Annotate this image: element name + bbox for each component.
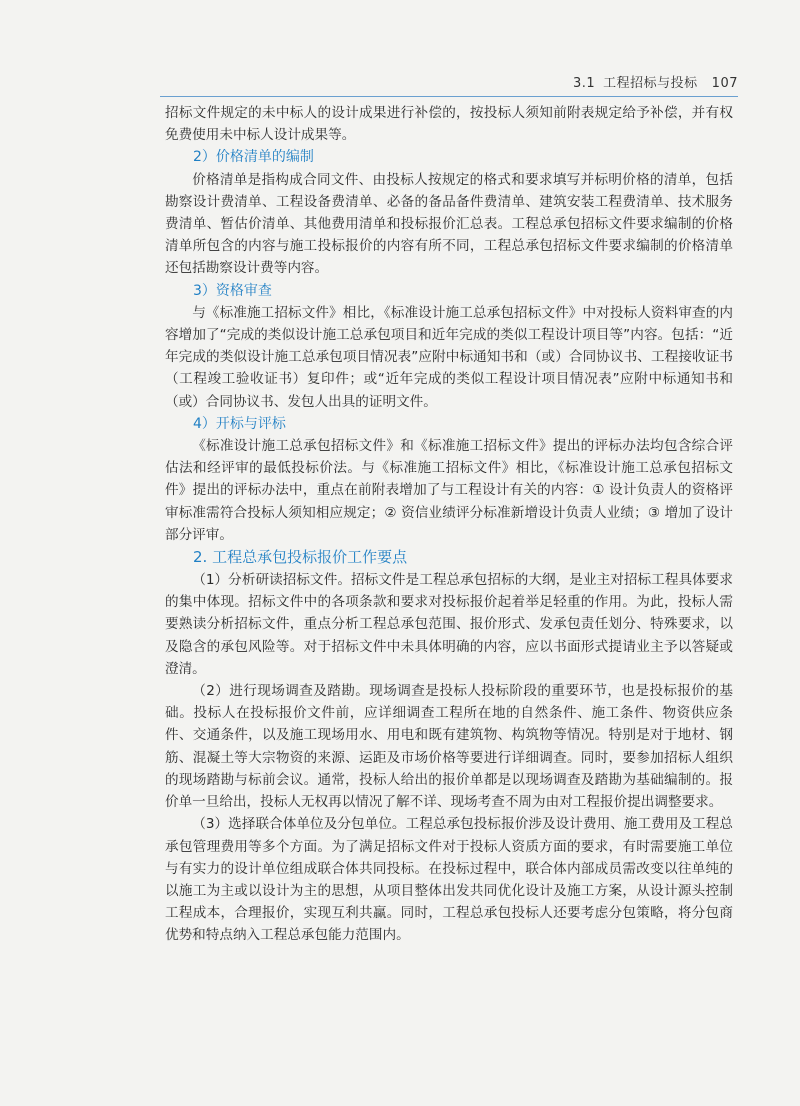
heading-main-section: 2. 工程总承包投标报价工作要点 — [193, 548, 408, 567]
page-number: 107 — [711, 76, 738, 91]
section-title: 工程招标与投标 — [603, 76, 698, 91]
heading-price-list: 2）价格清单的编制 — [193, 149, 314, 166]
paragraph-point-2: （2）进行现场调查及踏勘。现场调查是投标人投标阶段的重要环节，也是投标报价的基础。投标人在投标报价文件前，应详细调查工程所在地的自然条件、施工条件、物资供应条件、交通条件，以及施工现场用水、用电和既有建筑物、构筑物等情况。特别是对于地材、钢筋、混凝土等大宗物资的来源、运距及市场价格等要进行详细调查。同时，要参加招标人组织的现场踏勘与标前会议。通常，投标人给出的报价单都是以现场调查及踏勘为基础编制的。报价单一旦给出，投标人无权再以情况了解不详、现场考查不周为由对工程报价提出调整要求。 — [165, 683, 733, 811]
running-header — [573, 72, 738, 91]
heading-opening: 4）开标与评标 — [193, 415, 286, 432]
header-rule — [160, 96, 738, 97]
heading-qualification: 3）资格审查 — [193, 282, 272, 299]
paragraph-qualification: 与《标准施工招标文件》相比，《标准设计施工总承包招标文件》中对投标人资料审查的内容增加了“完成的类似设计施工总承包项目和近年完成的类似工程设计项目等”内容。包括：“近年完成的类似设计施工总承包项目情况表”应附中标通知书和（或）合同协议书、工程接收证书（工程竣工验收证书）复印件；或“近年完成的类似工程设计项目情况表”应附中标通知书和（或）合同协议书、发包人出具的证明文件。 — [165, 304, 733, 410]
paragraph-price-list: 价格清单是指构成合同文件、由投标人按规定的格式和要求填写并标明价格的清单，包括勘察设计费清单、工程设备费清单、必备的备品备件费清单、建筑安装工程费清单、技术服务费清单、暂估价清单、其他费用清单和投标报价汇总表。工程总承包招标文件要求编制的价格清单所包含的内容与施工投标报价的内容有所不同，工程总承包招标文件要求编制的价格清单还包括勘察设计费等内容。 — [165, 171, 733, 277]
paragraph-point-3: （3）选择联合体单位及分包单位。工程总承包投标报价涉及设计费用、施工费用及工程总承包管理费用等多个方面。为了满足招标文件对于投标人资质方面的要求，有时需要施工单位与有实力的设计单位组成联合体共同投标。在投标过程中，联合体内部成员需改变以往单纯的以施工为主或以设计为主的思想，从项目整体出发共同优化设计及施工方案，从设计源头控制工程成本，合理报价，实现互利共赢。同时，工程总承包投标人还要考虑分包策略，将分包商优势和特点纳入工程总承包能力范围内。 — [165, 816, 733, 944]
page-body — [165, 102, 733, 947]
section-number: 3.1 — [572, 76, 596, 91]
paragraph-continued: 招标文件规定的未中标人的设计成果进行补偿的，按投标人须知前附表规定给予补偿，并有权免费使用未中标人设计成果等。 — [165, 105, 733, 144]
paragraph-opening: 《标准设计施工总承包招标文件》和《标准施工招标文件》提出的评标办法均包含综合评估法和经评审的最低投标价法。与《标准施工招标文件》相比，《标准设计施工总承包招标文件》提出的评标办法中，重点在前附表增加了与工程设计有关的内容：① 设计负责人的资格评审标准需符合投标人须知相应规定；② 资信业绩评分标准新增设计负责人业绩；③ 增加了设计部分评审。 — [165, 438, 733, 543]
paragraph-point-1: （1）分析研读招标文件。招标文件是工程总承包招标的大纲，是业主对招标工程具体要求的集中体现。招标文件中的各项条款和要求对投标报价起着举足轻重的作用。为此，投标人需要熟读分析招标文件，重点分析工程总承包范围、报价形式、发承包责任划分、特殊要求，以及隐含的承包风险等。对于招标文件中未具体明确的内容，应以书面形式提请业主予以答疑或澄清。 — [165, 572, 733, 677]
